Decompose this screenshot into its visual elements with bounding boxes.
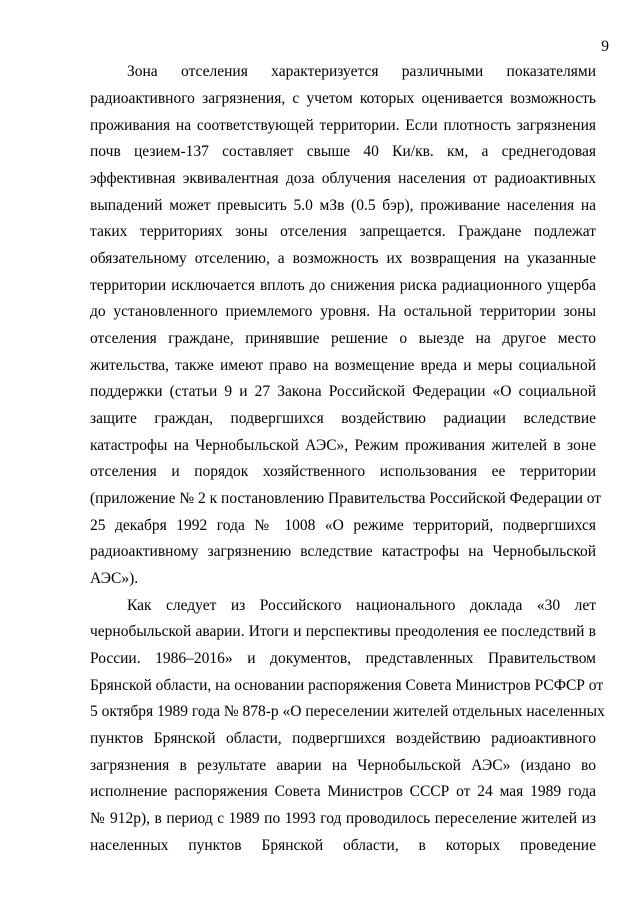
text-line: отселения и порядок хозяйственного использования ее территории — [90, 463, 596, 480]
text-line: поддержки (статьи 9 и 27 Закона Российской Федерации «О социальной — [90, 383, 596, 400]
page-number: 9 — [601, 38, 609, 55]
text-line: территории исключается вплоть до снижения риска радиационного ущерба — [90, 277, 596, 294]
text-line: защите граждан, подвергшихся воздействию радиации вследствие — [90, 410, 596, 427]
text-line: Зона отселения характеризуется различными показателями — [127, 63, 596, 80]
text-line: почв цезием-137 составляет свыше 40 Ки/кв. км, а среднегодовая — [90, 143, 596, 160]
text-line: выпадений может превысить 5.0 мЗв (0.5 бэр), проживание населения на — [90, 197, 596, 214]
text-line: исполнение распоряжения Совета Министров СССР от 24 мая 1989 года — [90, 783, 596, 800]
text-line: проживания на соответствующей территории. Если плотность загрязнения — [90, 117, 596, 134]
text-line: таких территориях зоны отселения запрещается. Граждане подлежат — [90, 223, 596, 240]
text-line: 25 декабря 1992 года № 1008 «О режиме территорий, подвергшихся — [90, 517, 596, 534]
text-line: № 912р), в период с 1989 по 1993 год проводилось переселение жителей из — [90, 810, 596, 827]
text-line: радиоактивному загрязнению вследствие катастрофы на Чернобыльской — [90, 543, 596, 560]
text-line: обязательному отселению, а возможность их возвращения на указанные — [90, 250, 596, 267]
text-line: катастрофы на Чернобыльской АЭС», Режим проживания жителей в зоне — [90, 437, 596, 454]
text-line: (приложение № 2 к постановлению Правительства Российской Федерации от — [90, 490, 602, 507]
text-line: России. 1986–2016» и документов, представленных Правительством — [90, 650, 596, 667]
text-line: до установленного приемлемого уровня. На остальной территории зоны — [90, 303, 596, 320]
text-line: жительства, также имеют право на возмещение вреда и меры социальной — [90, 357, 596, 374]
text-line: 5 октября 1989 года № 878-р «О переселении жителей отдельных населенных — [90, 703, 605, 720]
text-line: АЭС»). — [90, 570, 139, 587]
text-line: загрязнения в результате аварии на Чернобыльской АЭС» (издано во — [90, 757, 596, 774]
text-line: чернобыльской аварии. Итоги и перспективы преодоления ее последствий в — [90, 623, 596, 640]
text-line: Брянской области, на основании распоряжения Совета Министров РСФСР от — [90, 677, 604, 694]
text-line: радиоактивного загрязнения, с учетом которых оценивается возможность — [90, 90, 596, 107]
text-line: населенных пунктов Брянской области, в которых проведение — [90, 837, 596, 854]
text-line: эффективная эквивалентная доза облучения населения от радиоактивных — [90, 170, 596, 187]
text-line: Как следует из Российского национального доклада «30 лет — [127, 597, 596, 614]
text-line: пунктов Брянской области, подвергшихся воздействию радиоактивного — [90, 730, 596, 747]
text-line: отселения граждане, принявшие решение о выезде на другое место — [90, 330, 596, 347]
